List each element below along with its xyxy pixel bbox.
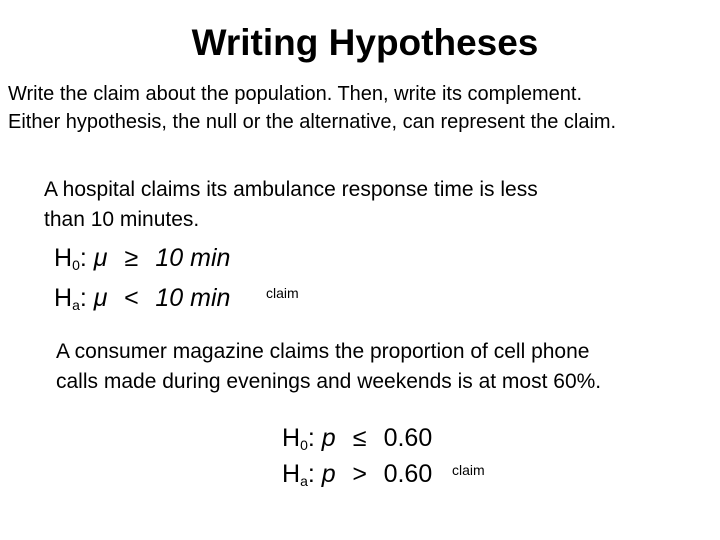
alt-h-unit: min	[190, 284, 231, 312]
example-2-null-hypothesis	[282, 422, 432, 458]
example-1-claim-label: claim	[266, 285, 299, 301]
alt-h-subscript: a	[72, 297, 80, 313]
example-1-null-hypothesis	[54, 242, 230, 278]
alt-h-value: 0.60	[383, 460, 433, 488]
page-title: Writing Hypotheses	[191, 22, 539, 63]
null-h-subscript: 0	[72, 257, 80, 273]
example-2-alternative-hypothesis	[282, 458, 432, 494]
alt-h-variable: p	[321, 460, 336, 488]
null-h-relation: ≤	[352, 424, 367, 452]
alt-h-value: 10	[155, 284, 184, 312]
example-2-line-1: A consumer magazine claims the proportion of cell phone	[56, 340, 590, 363]
null-h-colon: :	[79, 244, 87, 272]
example-1-line-1: A hospital claims its ambulance response time is less	[44, 178, 538, 201]
alt-h-label: H	[282, 460, 301, 488]
alt-h-label: H	[54, 284, 73, 312]
alt-h-colon: :	[307, 460, 315, 488]
null-h-relation: ≥	[124, 244, 139, 272]
alt-h-variable: μ	[93, 284, 108, 312]
instructions-line-2: Either hypothesis, the null or the alternative, can represent the claim.	[8, 111, 617, 133]
example-1-statement	[44, 175, 538, 235]
null-h-label: H	[282, 424, 301, 452]
alt-h-relation: >	[352, 460, 367, 488]
null-h-value: 0.60	[383, 424, 433, 452]
null-h-value: 10	[155, 244, 184, 272]
example-1-line-2: than 10 minutes.	[44, 208, 200, 231]
null-h-colon: :	[307, 424, 315, 452]
instructions	[8, 80, 616, 136]
instructions-line-1: Write the claim about the population. Then, write its complement.	[8, 83, 582, 105]
null-h-subscript: 0	[300, 437, 308, 453]
null-h-variable: p	[321, 424, 336, 452]
null-h-variable: μ	[93, 244, 108, 272]
example-2-statement	[56, 337, 601, 397]
example-1-alternative-hypothesis	[54, 282, 230, 318]
alt-h-subscript: a	[300, 473, 308, 489]
null-h-unit: min	[190, 244, 231, 272]
alt-h-relation: <	[124, 284, 139, 312]
example-2-claim-label: claim	[452, 462, 485, 478]
null-h-label: H	[54, 244, 73, 272]
example-2-line-2: calls made during evenings and weekends is at most 60%.	[56, 370, 602, 393]
alt-h-colon: :	[79, 284, 87, 312]
